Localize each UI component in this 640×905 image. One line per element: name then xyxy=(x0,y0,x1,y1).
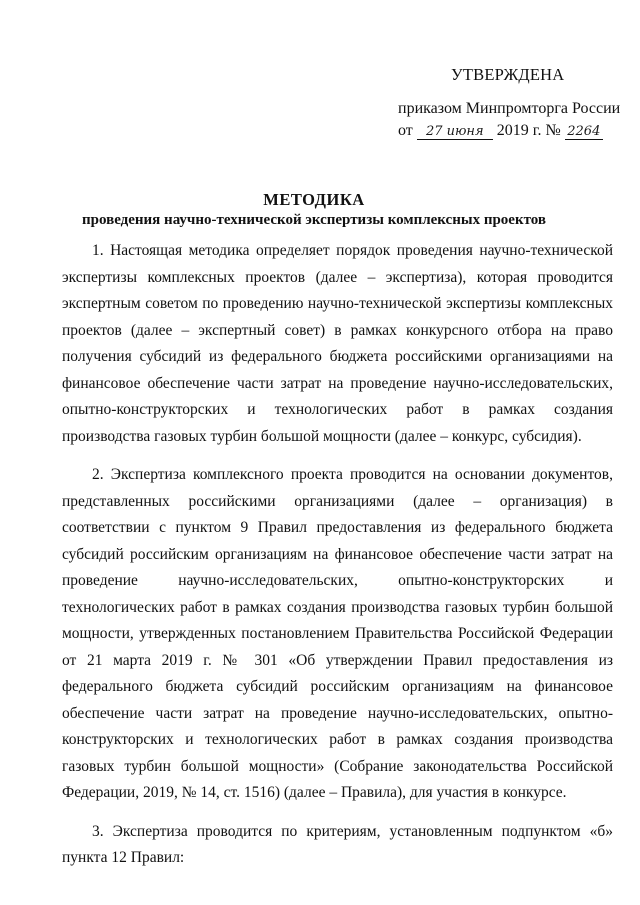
document-title xyxy=(80,190,548,230)
year-text: 2019 г. № xyxy=(496,122,561,139)
handwritten-order-number: 2264 xyxy=(565,124,603,140)
paragraph-1: 1. Настоящая методика определяет порядок проведения научно-технической экспертизы комплексных проектов (далее – экспертиза), которая проводится экспертным советом по проведению научно-технической экспертизы комплексных проектов (далее – экспертный совет) в рамках конкурсного отбора на право получения субсидий из федерального бюджета российскими организациями на финансовое обеспечение части затрат на проведение научно-исследовательских, опытно-конструкторских и технологических работ в рамках создания производства газовых турбин большой мощности (далее – конкурс, субсидия). xyxy=(62,242,613,445)
date-prefix: от xyxy=(398,122,413,139)
document-body xyxy=(62,238,613,884)
approval-block xyxy=(398,64,623,142)
title-subtitle: проведения научно-технической экспертизы комплексных проектов xyxy=(81,212,546,228)
approval-stamp: УТВЕРЖДЕНА xyxy=(451,65,565,84)
handwritten-date: 27 июня xyxy=(417,124,493,140)
title-main: МЕТОДИКА xyxy=(263,190,365,209)
order-date-line xyxy=(398,120,623,142)
paragraph-2: 2. Экспертиза комплексного проекта проводится на основании документов, представленных российскими организациями (далее – организация) в соответствии с пунктом 9 Правил предоставления из федерального бюджета субсидий российским организациям на финансовое обеспечение части затрат на проведение научно-исследовательских, опытно-конструкторских и технологических работ в рамках создания производства газовых турбин большой мощности, утвержденных постановлением Правительства Российской Федерации от 21 марта 2019 г. № 301 «Об утверждении Правил предоставления из федерального бюджета субсидий российским организациям на финансовое обеспечение части затрат на проведение научно-исследовательских, опытно-конструкторских и технологических работ в рамках создания производства газовых турбин большой мощности» (Собрание законодательства Российской Федерации, 2019, № 14, ст. 1516) (далее – Правила), для участия в конкурсе. xyxy=(62,466,613,801)
order-line: приказом Минпромторга России xyxy=(398,100,621,117)
paragraph-3: 3. Экспертиза проводится по критериям, установленным подпунктом «б» пункта 12 Правил: xyxy=(62,822,613,866)
